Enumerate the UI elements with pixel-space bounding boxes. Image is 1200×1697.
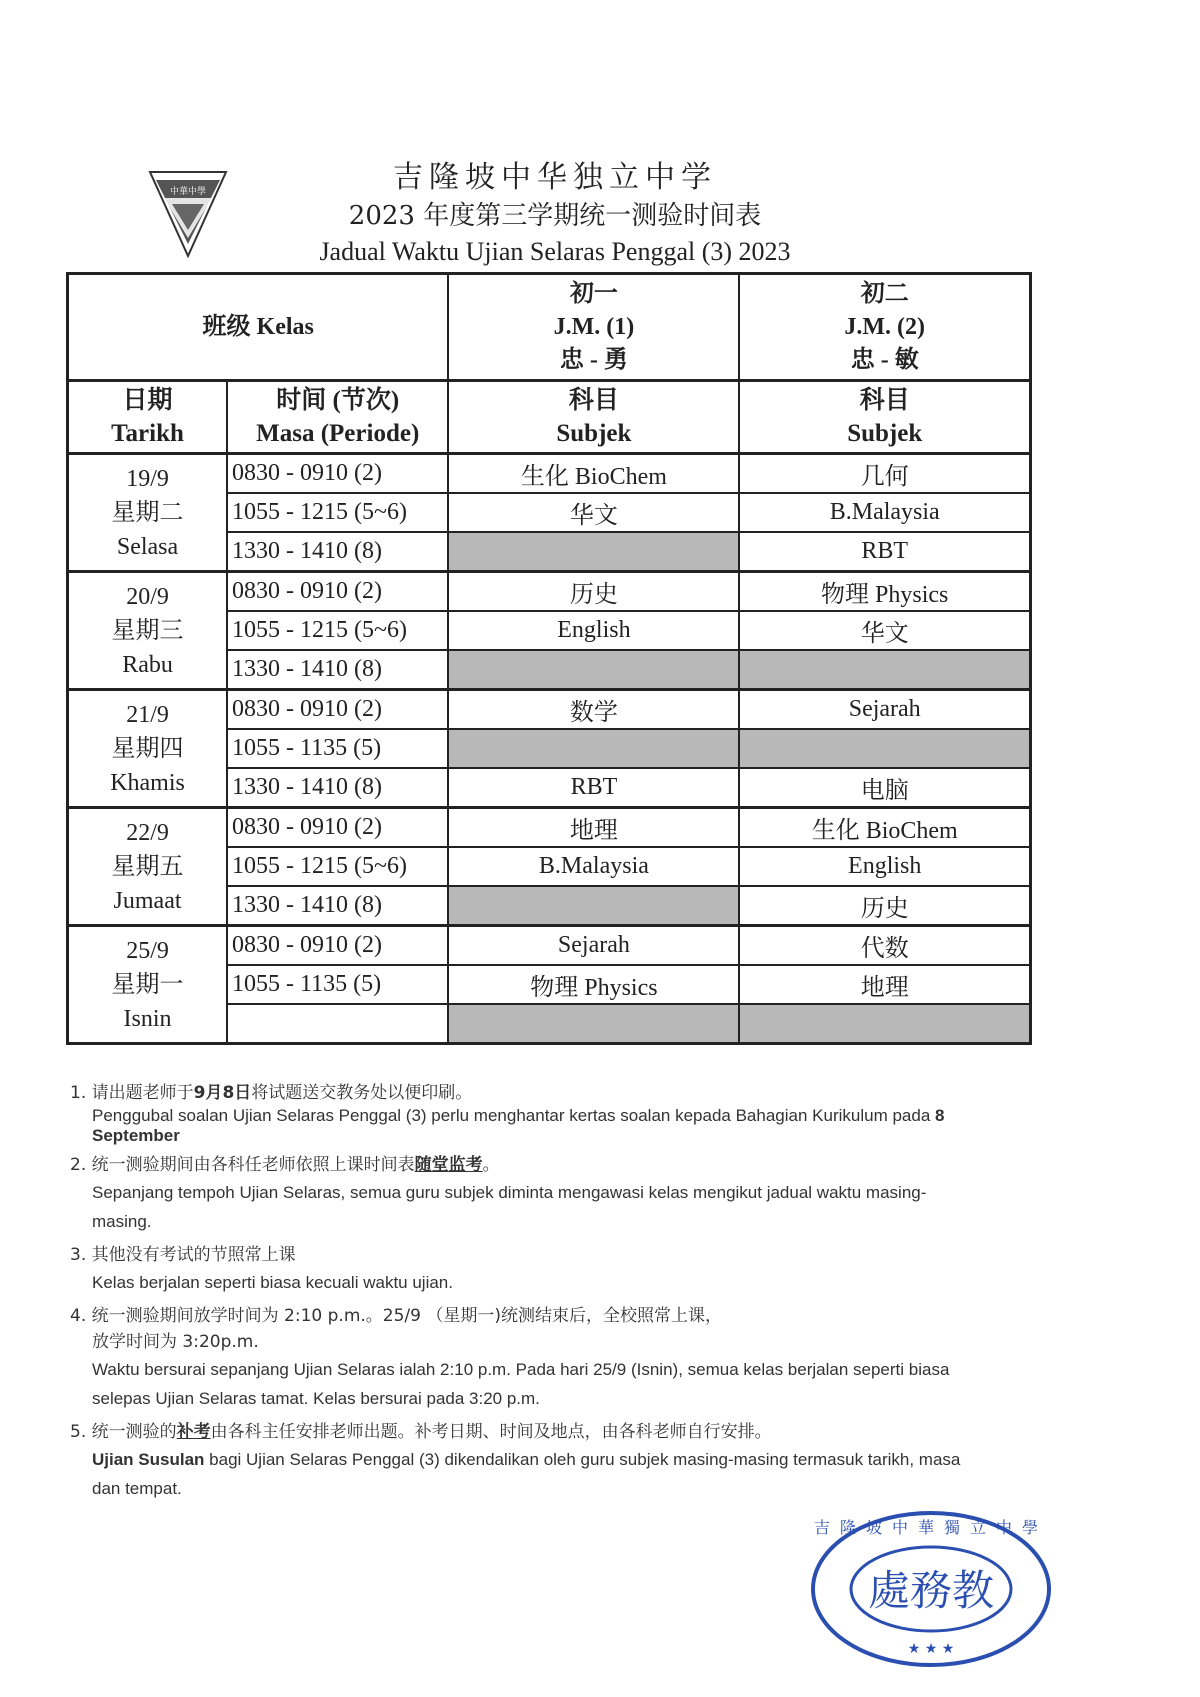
subject-cell: RBT: [448, 768, 739, 808]
table-header-row: [68, 274, 1031, 381]
time-cell: 0830 - 0910 (2): [227, 454, 448, 494]
note-3: 3. 其他没有考试的节照常上课 Kelas berjalan seperti biasa kecuali waktu ujian.: [70, 1245, 453, 1292]
subject-header-1: 科目 Subjek: [448, 381, 739, 454]
time-cell: 1330 - 1410 (8): [227, 532, 448, 572]
subject-cell: 历史: [448, 572, 739, 612]
subject-cell: 生化 BioChem: [448, 454, 739, 494]
table-row: [68, 926, 1031, 966]
subject-cell: 地理: [448, 808, 739, 848]
stamp-text: 處務教: [867, 1566, 995, 1615]
note-2: 2. 统一测验期间由各科任老师依照上课时间表随堂监考。 Sepanjang tempoh Ujian Selaras, semua guru subjek diminta mengawasi kelas mengikut jadual waktu masing-masing.: [70, 1155, 927, 1231]
subject-cell: 数学: [448, 690, 739, 730]
time-cell: [227, 1004, 448, 1044]
subject-cell: Sejarah: [739, 690, 1030, 730]
no-exam-cell: [448, 650, 739, 690]
subject-cell: B.Malaysia: [448, 847, 739, 886]
time-cell: 1055 - 1215 (5~6): [227, 847, 448, 886]
day-cell: 21/9 星期四 Khamis: [68, 690, 228, 808]
subject-cell: 物理 Physics: [448, 965, 739, 1004]
date-header: 日期 Tarikh: [68, 381, 228, 454]
subject-cell: English: [448, 611, 739, 650]
day-cell: 19/9 星期二 Selasa: [68, 454, 228, 572]
note-1: 1. 请出题老师于9月8日将试题送交教务处以便印刷。 Penggubal soalan Ujian Selaras Penggal (3) perlu menghantar kertas soalan kepada Bahagian Kurikulum pada 8 September: [70, 1083, 945, 1145]
subject-cell: English: [739, 847, 1030, 886]
table-row: [68, 572, 1031, 612]
time-cell: 1330 - 1410 (8): [227, 768, 448, 808]
subject-header-2: 科目 Subjek: [739, 381, 1030, 454]
time-cell: 0830 - 0910 (2): [227, 808, 448, 848]
title-chinese: 2023 年度第三学期统一测验时间表: [348, 201, 762, 231]
no-exam-cell: [448, 729, 739, 768]
document-header: [230, 158, 880, 270]
subject-cell: 华文: [739, 611, 1030, 650]
table-subheader-row: [68, 381, 1031, 454]
subject-cell: B.Malaysia: [739, 493, 1030, 532]
class-col-1: 初一 J.M. (1) 忠 - 勇: [448, 274, 739, 381]
stamp-ring-text: 吉隆坡中華獨立中學: [813, 1518, 1049, 1537]
no-exam-cell: [448, 886, 739, 926]
subject-cell: 几何: [739, 454, 1030, 494]
subject-cell: 物理 Physics: [739, 572, 1030, 612]
subject-cell: RBT: [739, 532, 1030, 572]
subject-cell: 代数: [739, 926, 1030, 966]
star-icon: ★ ★ ★: [907, 1641, 955, 1657]
exam-timetable: [66, 272, 1032, 1045]
table-row: [68, 454, 1031, 494]
day-cell: 20/9 星期三 Rabu: [68, 572, 228, 690]
subject-cell: 历史: [739, 886, 1030, 926]
no-exam-cell: [739, 729, 1030, 768]
subject-cell: Sejarah: [448, 926, 739, 966]
time-cell: 0830 - 0910 (2): [227, 572, 448, 612]
time-cell: 1330 - 1410 (8): [227, 650, 448, 690]
no-exam-cell: [448, 532, 739, 572]
time-header: 时间 (节次) Masa (Periode): [227, 381, 448, 454]
time-cell: 1055 - 1135 (5): [227, 965, 448, 1004]
subject-cell: 地理: [739, 965, 1030, 1004]
class-col-2: 初二 J.M. (2) 忠 - 敏: [739, 274, 1030, 381]
table-row: [68, 808, 1031, 848]
time-cell: 0830 - 0910 (2): [227, 690, 448, 730]
subject-cell: 电脑: [739, 768, 1030, 808]
time-cell: 1055 - 1215 (5~6): [227, 611, 448, 650]
day-cell: 25/9 星期一 Isnin: [68, 926, 228, 1044]
time-cell: 1055 - 1215 (5~6): [227, 493, 448, 532]
title-malay: Jadual Waktu Ujian Selaras Penggal (3) 2023: [319, 237, 791, 266]
subject-cell: 生化 BioChem: [739, 808, 1030, 848]
notes-section: [70, 1080, 970, 1509]
class-header: 班级 Kelas: [68, 274, 449, 381]
time-cell: 1330 - 1410 (8): [227, 886, 448, 926]
time-cell: 0830 - 0910 (2): [227, 926, 448, 966]
no-exam-cell: [448, 1004, 739, 1044]
table-row: [68, 690, 1031, 730]
school-logo: [148, 168, 228, 258]
no-exam-cell: [739, 650, 1030, 690]
time-cell: 1055 - 1135 (5): [227, 729, 448, 768]
school-name: 吉隆坡中华独立中学: [393, 160, 717, 195]
office-stamp: [808, 1507, 1054, 1672]
day-cell: 22/9 星期五 Jumaat: [68, 808, 228, 926]
no-exam-cell: [739, 1004, 1030, 1044]
note-4: 4. 统一测验期间放学时间为 2:10 p.m.。25/9 （星期一)统测结束后，全校照常上课， 放学时间为 3:20p.m. Waktu bersurai sepanjang Ujian Selaras ialah 2:10 p.m. Pada hari 25/9 (Isnin), semua kelas berjalan seperti biasa selepas Ujian Selaras tamat. Kelas bersurai pada 3:20 p.m.: [70, 1306, 950, 1408]
logo-text: 中華中學: [169, 187, 207, 197]
note-5: 5. 统一测验的补考由各科主任安排老师出题。补考日期、时间及地点，由各科老师自行安排。 Ujian Susulan bagi Ujian Selaras Penggal (3) dikendalikan oleh guru subjek masing-masing termasuk tarikh, masa dan tempat.: [70, 1422, 961, 1498]
subject-cell: 华文: [448, 493, 739, 532]
